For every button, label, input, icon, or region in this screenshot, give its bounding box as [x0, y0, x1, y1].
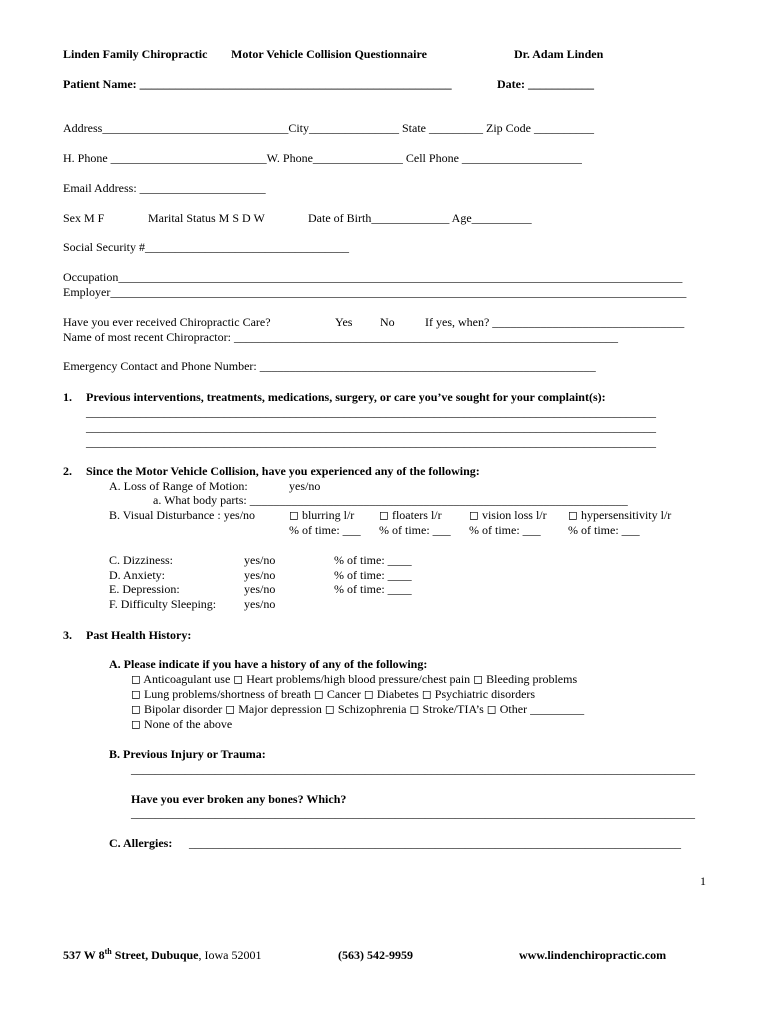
q2f-label: F. Difficulty Sleeping:: [109, 597, 217, 611]
q3-title: Past Health History:: [86, 628, 192, 642]
footer-address: [63, 948, 262, 962]
q2c-label: C. Dizziness:: [109, 553, 173, 567]
q2b-option-floaters[interactable]: ◻ floaters l/r: [379, 508, 442, 522]
ssn-field[interactable]: Social Security #__________________________________: [63, 240, 349, 254]
q2c-pct-field[interactable]: % of time: ____: [334, 553, 412, 567]
footer-phone: (563) 542-9959: [338, 948, 413, 962]
footer-address-city: , Iowa 52001: [198, 948, 262, 962]
form-title: Motor Vehicle Collision Questionnaire: [231, 47, 427, 61]
recent-chiropractor-field[interactable]: Name of most recent Chiropractor: ________________________________________________________________: [63, 330, 618, 344]
q2a-body-parts-field[interactable]: a. What body parts: _______________________________________________________________: [153, 493, 628, 507]
emergency-contact-field[interactable]: Emergency Contact and Phone Number: ________________________________________________________: [63, 359, 596, 373]
prior-care-yes[interactable]: Yes: [335, 315, 353, 329]
q2b-pct-field[interactable]: % of time: ___: [379, 523, 451, 537]
q3c-title: C. Allergies:: [109, 836, 173, 850]
q1-text: Previous interventions, treatments, medications, surgery, or care you’ve sought for your complaint(s):: [86, 390, 606, 404]
q1-number: 1.: [63, 390, 72, 404]
q2b-pct-field[interactable]: % of time: ___: [568, 523, 640, 537]
q2b-pct-field[interactable]: % of time: ___: [469, 523, 541, 537]
q3b-bones-question: Have you ever broken any bones? Which?: [131, 792, 347, 806]
date-field[interactable]: Date: ___________: [497, 77, 594, 91]
q2f-yes-no[interactable]: yes/no: [244, 597, 276, 611]
q2d-pct-field[interactable]: % of time: ____: [334, 568, 412, 582]
q1-answer-line[interactable]: _______________________________________________________________________________________________: [86, 405, 656, 419]
q1-answer-line[interactable]: _______________________________________________________________________________________________: [86, 420, 656, 434]
q3b-title: B. Previous Injury or Trauma:: [109, 747, 266, 761]
q3c-allergies-field[interactable]: __________________________________________________________________________________: [189, 836, 681, 850]
q2a-yes-no[interactable]: yes/no: [289, 479, 321, 493]
q2-number: 2.: [63, 464, 72, 478]
footer-address-street: 537 W 8: [63, 948, 105, 962]
q3-number: 3.: [63, 628, 72, 642]
phones-line[interactable]: H. Phone __________________________W. Phone_______________ Cell Phone ____________________: [63, 151, 582, 165]
occupation-field[interactable]: Occupation______________________________________________________________________________________________: [63, 270, 683, 284]
dob-age-fields[interactable]: Date of Birth_____________ Age__________: [308, 211, 532, 225]
prior-care-question: Have you ever received Chiropractic Care?: [63, 315, 271, 329]
q3b-bones-answer-line[interactable]: ______________________________________________________________________________________________: [131, 806, 695, 820]
sex-options[interactable]: Sex M F: [63, 211, 105, 225]
footer-website[interactable]: www.lindenchiropractic.com: [519, 948, 667, 962]
page-number: 1: [700, 874, 706, 888]
employer-field[interactable]: Employer________________________________________________________________________________________________: [63, 285, 687, 299]
q2e-pct-field[interactable]: % of time: ____: [334, 582, 412, 596]
q2b-option-vision-loss[interactable]: ◻ vision loss l/r: [469, 508, 547, 522]
footer-address-street-rest: Street, Dubuque: [111, 948, 199, 962]
q2a-label: A. Loss of Range of Motion:: [109, 479, 248, 493]
q3a-option-none[interactable]: ◻ None of the above: [131, 717, 233, 731]
q3a-title: A. Please indicate if you have a history of any of the following:: [109, 657, 428, 671]
q3a-options-row3[interactable]: ◻ Bipolar disorder ◻ Major depression ◻ Schizophrenia ◻ Stroke/TIA’s ◻ Other _________: [131, 702, 585, 716]
q2b-pct-field[interactable]: % of time: ___: [289, 523, 361, 537]
q1-answer-line[interactable]: _______________________________________________________________________________________________: [86, 435, 656, 449]
clinic-name: Linden Family Chiropractic: [63, 47, 208, 61]
q2b-option-hypersensitivity[interactable]: ◻ hypersensitivity l/r: [568, 508, 672, 522]
prior-care-no[interactable]: No: [380, 315, 395, 329]
q2b-option-blurring[interactable]: ◻ blurring l/r: [289, 508, 355, 522]
marital-status-options[interactable]: Marital Status M S D W: [148, 211, 265, 225]
q3b-answer-line[interactable]: ______________________________________________________________________________________________: [131, 762, 695, 776]
patient-name-field[interactable]: Patient Name: ____________________________________________________: [63, 77, 452, 91]
q3a-options-row2[interactable]: ◻ Lung problems/shortness of breath ◻ Cancer ◻ Diabetes ◻ Psychiatric disorders: [131, 687, 536, 701]
q2d-label: D. Anxiety:: [109, 568, 165, 582]
q3a-options-row1[interactable]: ◻ Anticoagulant use ◻ Heart problems/high blood pressure/chest pain ◻ Bleeding problems: [131, 672, 578, 686]
q2d-yes-no[interactable]: yes/no: [244, 568, 276, 582]
doctor-name: Dr. Adam Linden: [514, 47, 604, 61]
email-field[interactable]: Email Address: _____________________: [63, 181, 266, 195]
q2e-label: E. Depression:: [109, 582, 180, 596]
q2c-yes-no[interactable]: yes/no: [244, 553, 276, 567]
footer-address-suffix: th: [104, 947, 112, 956]
prior-care-when-field[interactable]: If yes, when? ________________________________: [425, 315, 685, 329]
q2b-label[interactable]: B. Visual Disturbance : yes/no: [109, 508, 256, 522]
q2e-yes-no[interactable]: yes/no: [244, 582, 276, 596]
address-line[interactable]: Address_______________________________City_______________ State _________ Zip Code __________: [63, 121, 594, 135]
q2-text: Since the Motor Vehicle Collision, have you experienced any of the following:: [86, 464, 480, 478]
